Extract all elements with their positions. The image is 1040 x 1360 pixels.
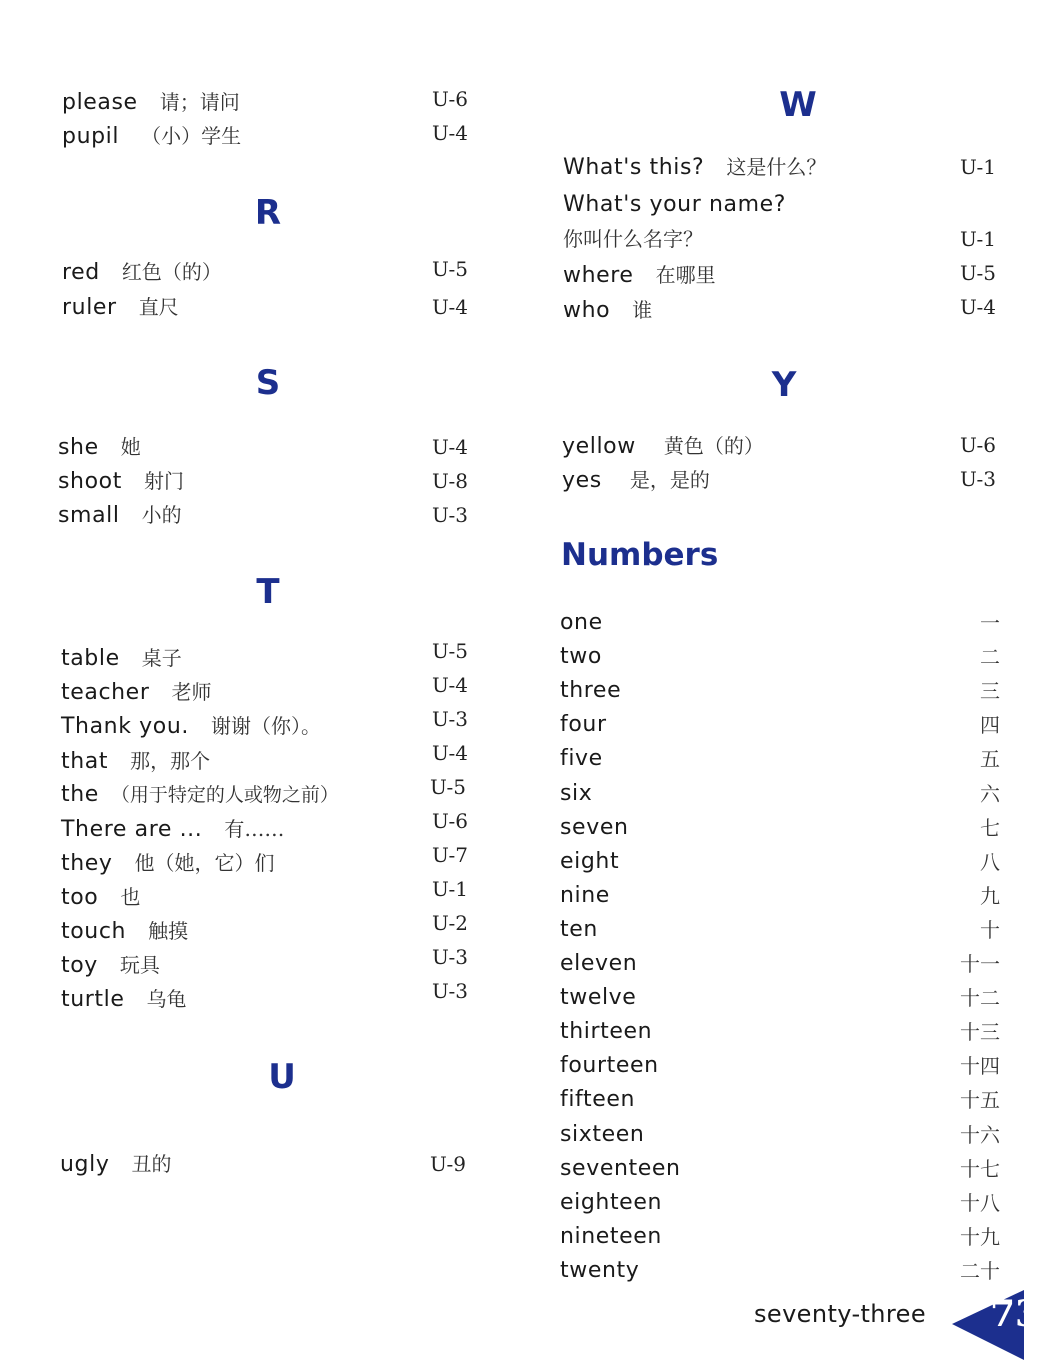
entry-unit: U-6: [432, 809, 468, 833]
entry-word: teacher: [61, 680, 150, 705]
number-word: one: [560, 610, 603, 635]
entry-unit: U-3: [432, 707, 468, 731]
glossary-entry: [61, 812, 284, 846]
number-word: nineteen: [560, 1224, 662, 1249]
entry-unit: U-2: [432, 911, 468, 935]
entry-word: ugly: [60, 1152, 110, 1177]
entry-meaning: 谢谢（你）。: [210, 714, 321, 738]
glossary-entry: [62, 290, 179, 324]
glossary-entry: [61, 675, 211, 709]
number-chinese: 十七: [960, 1157, 1000, 1181]
entry-meaning: （用于特定的人或物之前）: [110, 784, 339, 806]
number-chinese: 十: [980, 918, 1000, 942]
entry-word: pupil: [62, 124, 120, 149]
number-word: fourteen: [560, 1053, 659, 1078]
number-chinese: 四: [980, 713, 1000, 737]
entry-meaning: 触摸: [148, 919, 189, 943]
entry-word: please: [62, 90, 138, 115]
entry-meaning: 丑的: [131, 1152, 172, 1176]
glossary-entry: [563, 150, 826, 184]
glossary-entry: [61, 709, 321, 743]
entry-unit: U-7: [432, 843, 468, 867]
glossary-entry: [60, 1147, 171, 1181]
section-letter-w: W: [779, 85, 817, 125]
entry-word: small: [58, 503, 120, 528]
entry-meaning: 在哪里: [655, 263, 716, 287]
number-word: nine: [560, 883, 610, 908]
page-number-words: seventy-three: [754, 1300, 926, 1328]
glossary-entry: [62, 255, 222, 289]
entry-unit: U-9: [430, 1152, 466, 1176]
entry-meaning: 那，那个: [130, 749, 211, 773]
entry-unit: U-3: [432, 945, 468, 969]
numbers-heading: Numbers: [561, 537, 719, 573]
section-letter-r: R: [254, 193, 282, 233]
entry-word: shoot: [58, 469, 122, 494]
entry-word: yes: [562, 468, 602, 493]
glossary-entry-continued: [563, 222, 703, 256]
number-word: four: [560, 712, 607, 737]
number-word: three: [560, 678, 622, 703]
glossary-entry: [58, 498, 182, 532]
number-chinese: 十六: [960, 1123, 1000, 1147]
entry-word: red: [62, 260, 100, 285]
number-word: twenty: [560, 1258, 640, 1283]
entry-unit: U-8: [432, 469, 468, 493]
entry-meaning: 乌龟: [146, 987, 187, 1011]
number-chinese: 三: [980, 679, 1000, 703]
entry-word: What's this?: [563, 155, 705, 180]
entry-meaning: 也: [120, 885, 141, 909]
number-word: seven: [560, 815, 629, 840]
section-letter-s: S: [255, 363, 281, 403]
number-chinese: 十八: [960, 1191, 1000, 1215]
number-word: ten: [560, 917, 598, 942]
number-chinese: 二十: [960, 1259, 1000, 1283]
number-chinese: 十五: [960, 1088, 1000, 1112]
entry-unit: U-1: [960, 227, 996, 251]
number-chinese: 一: [980, 611, 1000, 635]
entry-word: turtle: [61, 987, 125, 1012]
entry-word: Thank you.: [61, 714, 189, 739]
entry-meaning: 他（她，它）们: [134, 851, 275, 875]
glossary-entry: [58, 430, 141, 464]
entry-meaning: （小）学生: [141, 124, 242, 148]
glossary-entry: [61, 982, 187, 1016]
entry-word: she: [58, 435, 99, 460]
entry-unit: U-4: [960, 295, 996, 319]
glossary-entry: [61, 778, 339, 812]
entry-word: touch: [61, 919, 127, 944]
number-word: fifteen: [560, 1087, 636, 1112]
number-word: twelve: [560, 985, 637, 1010]
entry-meaning: 黄色（的）: [663, 434, 764, 458]
entry-word: too: [61, 885, 99, 910]
entry-meaning: 谁: [632, 298, 653, 322]
entry-unit: U-5: [432, 257, 468, 281]
entry-unit: U-5: [432, 639, 468, 663]
section-letter-t: T: [256, 572, 280, 612]
number-chinese: 十四: [960, 1054, 1000, 1078]
entry-word: the: [61, 782, 99, 807]
number-chinese: 十一: [960, 952, 1000, 976]
entry-meaning: 小的: [141, 503, 182, 527]
glossary-entry: [62, 119, 241, 153]
number-chinese: 六: [980, 782, 1000, 806]
number-word: eighteen: [560, 1190, 662, 1215]
entry-meaning: 你叫什么名字？: [563, 227, 703, 251]
number-chinese: 八: [980, 850, 1000, 874]
glossary-entry: [62, 85, 240, 119]
glossary-entry: [61, 948, 160, 982]
entry-unit: U-4: [432, 741, 468, 765]
entry-unit: U-5: [960, 261, 996, 285]
number-word: five: [560, 746, 603, 771]
entry-unit: U-6: [432, 87, 468, 111]
entry-meaning: 请；请问: [159, 90, 240, 114]
entry-word: table: [61, 646, 120, 671]
number-chinese: 二: [980, 645, 1000, 669]
entry-unit: U-1: [432, 877, 468, 901]
number-chinese: 九: [980, 884, 1000, 908]
entry-word: they: [61, 851, 113, 876]
entry-word: What's your name?: [563, 192, 787, 217]
glossary-entry: [61, 880, 140, 914]
number-word: sixteen: [560, 1122, 645, 1147]
glossary-entry: [61, 914, 188, 948]
entry-meaning: 射门: [143, 469, 184, 493]
number-word: six: [560, 781, 593, 806]
number-word: thirteen: [560, 1019, 653, 1044]
entry-unit: U-3: [432, 979, 468, 1003]
entry-unit: U-4: [432, 435, 468, 459]
number-chinese: 七: [980, 816, 1000, 840]
glossary-entry: [562, 463, 710, 497]
number-chinese: 十二: [960, 986, 1000, 1010]
number-word: seventeen: [560, 1156, 681, 1181]
entry-meaning: 她: [120, 435, 141, 459]
entry-unit: U-4: [432, 673, 468, 697]
entry-unit: U-1: [960, 155, 996, 179]
entry-word: where: [563, 263, 634, 288]
number-chinese: 十三: [960, 1020, 1000, 1044]
entry-word: There are ...: [61, 817, 203, 842]
entry-meaning: 桌子: [141, 646, 182, 670]
entry-word: ruler: [62, 295, 117, 320]
entry-unit: U-6: [960, 433, 996, 457]
glossary-entry: [61, 744, 210, 778]
page-number: 73: [990, 1293, 1040, 1335]
glossary-entry: [563, 258, 716, 292]
number-word: eight: [560, 849, 620, 874]
entry-meaning: 是，是的: [629, 468, 710, 492]
entry-meaning: 红色（的）: [121, 260, 222, 284]
entry-unit: U-3: [960, 467, 996, 491]
entry-meaning: 老师: [171, 680, 212, 704]
entry-word: yellow: [562, 434, 636, 459]
number-word: eleven: [560, 951, 638, 976]
entry-unit: U-4: [432, 121, 468, 145]
entry-unit: U-3: [432, 503, 468, 527]
entry-word: toy: [61, 953, 98, 978]
section-letter-u: U: [268, 1057, 296, 1097]
entry-meaning: 玩具: [119, 953, 160, 977]
entry-meaning: 有……: [224, 817, 285, 841]
entry-word: that: [61, 749, 109, 774]
entry-meaning: 这是什么？: [726, 155, 827, 179]
entry-meaning: 直尺: [138, 295, 179, 319]
entry-unit: U-4: [432, 295, 468, 319]
glossary-entry: [61, 641, 182, 675]
number-word: two: [560, 644, 602, 669]
glossary-entry: [563, 188, 786, 222]
entry-unit: U-5: [430, 775, 466, 799]
glossary-entry: [58, 464, 184, 498]
entry-word: who: [563, 298, 611, 323]
glossary-entry: [563, 293, 652, 327]
section-letter-y: Y: [771, 365, 797, 405]
number-chinese: 十九: [960, 1225, 1000, 1249]
glossary-entry: [562, 429, 764, 463]
glossary-entry: [61, 846, 275, 880]
number-chinese: 五: [980, 747, 1000, 771]
